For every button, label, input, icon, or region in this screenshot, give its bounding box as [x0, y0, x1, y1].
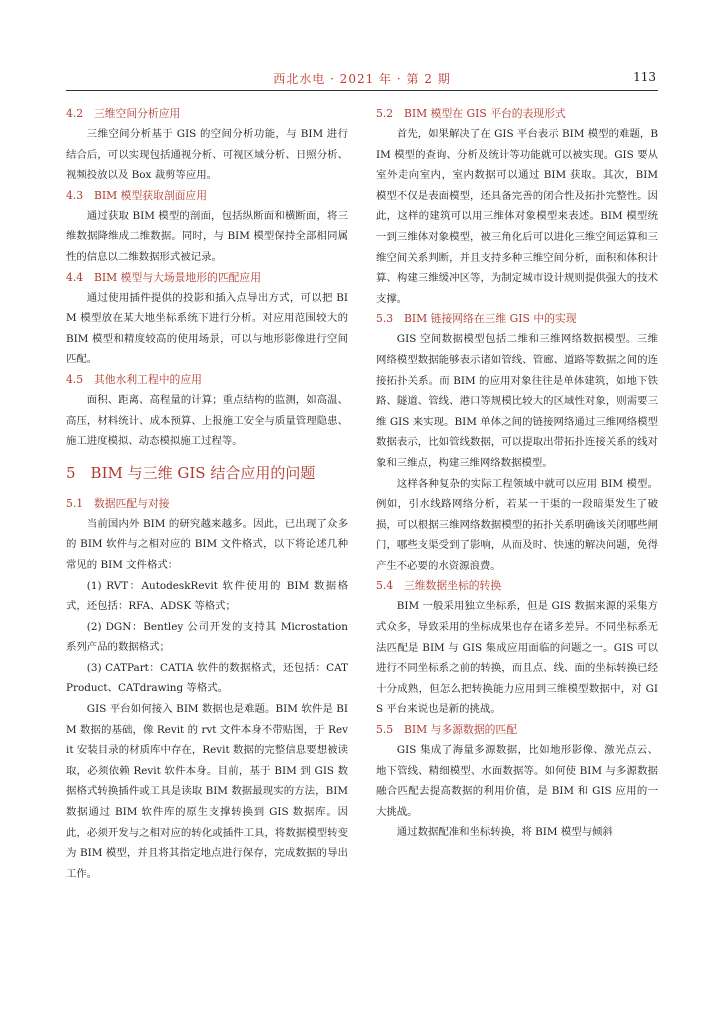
section-4-3-heading: 4.3 BIM 模型获取剖面应用	[66, 188, 208, 202]
section-5-1-paragraph: GIS 平台如何接入 BIM 数据也是难题。BIM 软件是 BIM 数据的基础，像 Revit 的 rvt 文件本身不带贴图，于 Revit 安装目录的材质库中存在，Revit 数据的完整信息要想被读取，必须依赖 Revit 软件本身。目前，基于 BIM 到 GIS 数据格式转换插件或工具是读取 BIM 数据最现实的方法，BIM 数据通过 BIM 软件库的原生支撑转换到 GIS 数据库。因此，必须开发与之相对应的转化或插件工具，将数据模型转变为 BIM 模型，并且将其指定地点进行保存，完成数据的导出工作。	[66, 703, 348, 880]
right-column	[376, 104, 658, 843]
section-5-1-item-rvt: (1) RVT：AutodeskRevit 软件使用的 BIM 数据格式，还包括：RFA、ADSK 等格式；	[66, 579, 348, 613]
section-5-2-heading: 5.2 BIM 模型在 GIS 平台的表现形式	[376, 107, 566, 120]
section-5-1-paragraph: 当前国内外 BIM 的研究越来越多。因此，已出现了众多的 BIM 软件与之相对应的 BIM 文件格式，以下将论述几种常见的 BIM 文件格式：	[66, 517, 348, 571]
page-number: 113	[633, 70, 656, 84]
section-5-1-heading: 5.1 数据匹配与对接	[66, 496, 170, 510]
section-5-5-paragraph: GIS 集成了海量多源数据，比如地形影像、激光点云、地下管线、精细模型、水面数据等。如何使 BIM 与多源数据融合匹配去提高数据的利用价值，是 BIM 和 GIS 应用的一大挑战。	[376, 744, 658, 818]
section-5-5-heading: 5.5 BIM 与多源数据的匹配	[376, 723, 518, 737]
section-5-5-paragraph: 通过数据配准和坐标转换，将 BIM 模型与倾斜	[396, 826, 613, 839]
journal-title: 西北水电 · 2021 年 · 第 2 期	[273, 72, 451, 86]
section-5-4-paragraph: BIM 一般采用独立坐标系，但是 GIS 数据来源的采集方式众多，导致采用的坐标成果也存在诸多差异。不同坐标系无法匹配是 BIM 与 GIS 集成应用面临的问题之一。GIS 可以进行不同坐标系之前的转换，而且点、线、面的坐标转换已经十分成熟，但怎么把转换能力应用到三维模型数据中，对 GIS 平台来说也是新的挑战。	[376, 600, 658, 716]
section-4-5-paragraph: 面积、距离、高程量的计算；重点结构的监测，如高温、高压，材料统计、成本预算、上报施工安全与质量管理隐患、施工进度模拟、动态模拟施工过程等。	[66, 393, 348, 448]
section-4-2-paragraph: 三维空间分析基于 GIS 的空间分析功能，与 BIM 进行结合后，可以实现包括通视分析、可视区域分析、日照分析、视频投放以及 Box 裁剪等应用。	[66, 128, 348, 182]
section-5-2-paragraph: 首先，如果解决了在 GIS 平台表示 BIM 模型的难题，BIM 模型的查询、分析及统计等功能就可以被实现。GIS 要从室外走向室内，室内数据可以通过 BIM 获取。其次，BIM 模型不仅是表面模型，还具备完善的闭合性及拓扑完整性。因此，这样的建筑可以用三维体对象模型来表述。BIM 模型统一到三维体对象模型，被三角化后可以进化三维空间运算和三维空间关系判断，并且支持多种三维空间分析，面积和体积计算、构建三维缓冲区等，为制定城市设计规则提供强大的技术支撑。	[376, 128, 658, 305]
section-5-heading: 5 BIM 与三维 GIS 结合应用的问题	[66, 463, 316, 482]
section-5-3-heading: 5.3 BIM 链接网络在三维 GIS 中的实现	[376, 312, 577, 326]
section-5-3-paragraph: GIS 空间数据模型包括二维和三维网络数据模型。三维网络模型数据能够表示诸如管线、管廊、道路等数据之间的连接拓扑关系。而 BIM 的应用对象往往是单体建筑，如地下铁路、隧道、管线、港口等规模比较大的区域性对象，则需要三维 GIS 来实现。BIM 单体之间的链接网络通过三维网络模型数据表示，比如管线数据，可以提取出带拓扑连接关系的线对象和三维点，构建三维网络数据模型。	[376, 333, 658, 469]
section-4-3-paragraph: 通过获取 BIM 模型的剖面，包括纵断面和横断面，将三维数据降维成二维数据。同时，与 BIM 模型保持全部相同属性的信息以二维数据形式被记录。	[66, 209, 348, 263]
section-4-5-heading: 4.5 其他水利工程中的应用	[66, 372, 202, 386]
page-header	[66, 68, 658, 91]
section-4-4-heading: 4.4 BIM 模型与大场景地形的匹配应用	[66, 270, 262, 284]
section-5-1-item-catpart: (3) CATPart：CATIA 软件的数据格式，还包括：CATProduct、CATdrawing 等格式。	[66, 661, 348, 695]
section-4-4-paragraph: 通过使用插件提供的投影和插入点导出方式，可以把 BIM 模型放在某大地坐标系统下进行分析。对应用范围较大的 BIM 模型和精度较高的使用场景，可以与地形影像进行空间匹配。	[66, 291, 348, 366]
section-5-3-paragraph: 这样各种复杂的实际工程领域中就可以应用 BIM 模型。例如，引水线路网络分析，若某一干渠的一段暗渠发生了破损，可以根据三维网络数据模型的拓扑关系明确该关闭哪些闸门，哪些支渠受到了影响，从而及时、快速的解决问题，免得产生不必要的水资源浪费。	[376, 477, 658, 572]
section-5-1-item-dgn: (2) DGN：Bentley 公司开发的支持其 Microstation 系列产品的数据格式；	[66, 620, 348, 654]
section-5-4-heading: 5.4 三维数据坐标的转换	[376, 579, 502, 593]
section-4-2-heading: 4.2 三维空间分析应用	[66, 107, 181, 120]
left-column	[66, 104, 348, 884]
